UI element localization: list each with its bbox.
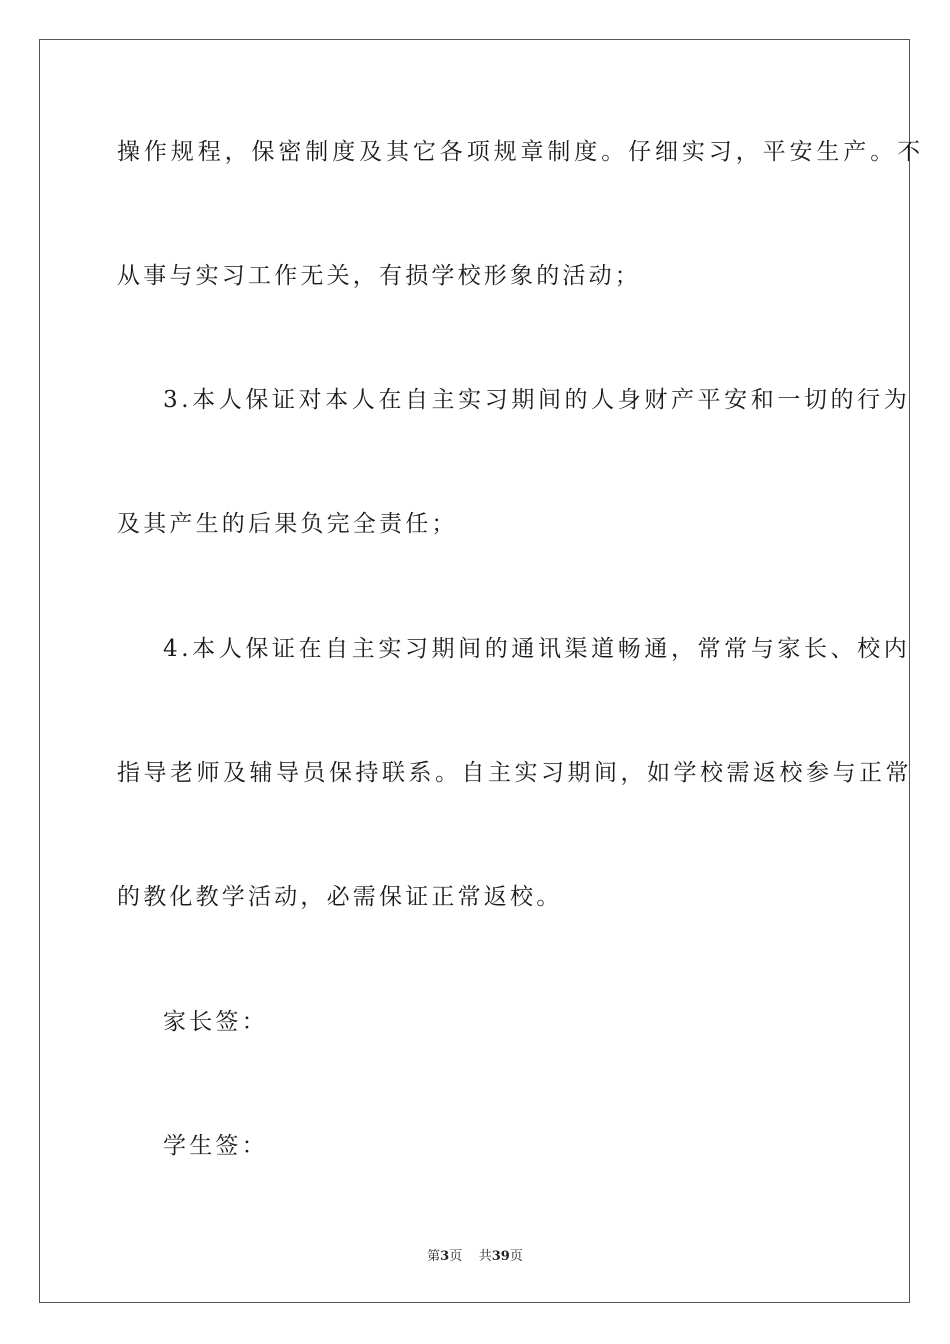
page-frame [39, 39, 910, 1303]
student-signature-label: 学生签： [163, 1133, 268, 1159]
body-line-2: 从事与实习工作无关，有损学校形象的活动； [117, 263, 641, 289]
page-footer [0, 1249, 950, 1265]
body-line-3: 3.本人保证对本人在自主实习期间的人身财产平安和一切的行为 [163, 387, 911, 413]
body-line-4: 及其产生的后果负完全责任； [117, 511, 458, 537]
page-prefix: 第 [427, 1249, 441, 1264]
page-suffix: 页 [449, 1249, 463, 1264]
page-number: 3 [440, 1249, 450, 1264]
body-line-1: 操作规程，保密制度及其它各项规章制度。仔细实习，平安生产。不 [117, 139, 924, 165]
body-line-7: 的教化教学活动，必需保证正常返校。 [117, 884, 563, 910]
body-line-6: 指导老师及辅导员保持联系。自主实习期间，如学校需返校参与正常 [117, 760, 912, 786]
total-prefix: 共 [478, 1249, 492, 1264]
body-line-5: 4.本人保证在自主实习期间的通讯渠道畅通，常常与家长、校内 [163, 636, 911, 662]
total-suffix: 页 [509, 1249, 523, 1264]
total-pages: 39 [491, 1249, 510, 1264]
parent-signature-label: 家长签： [163, 1009, 268, 1035]
